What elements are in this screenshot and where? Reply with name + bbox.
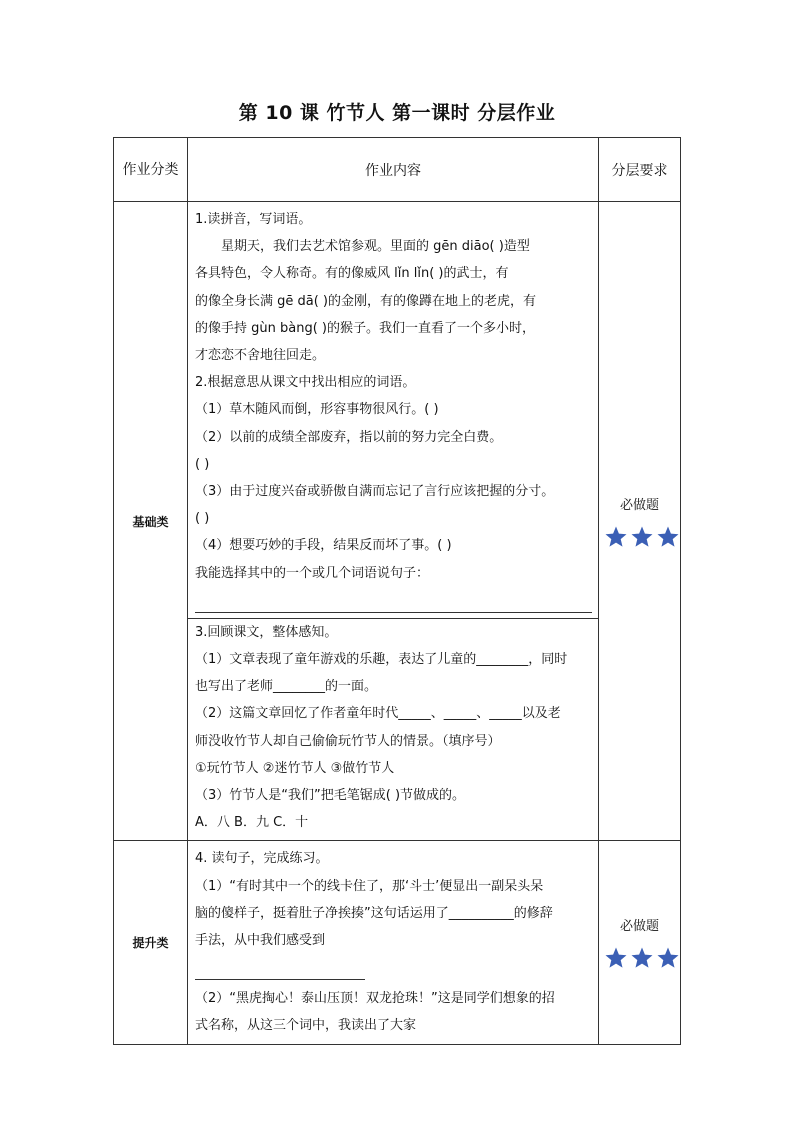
answer-line[interactable] — [195, 587, 592, 613]
table-row-advanced — [114, 841, 681, 1044]
q3-item: （1）文章表现了童年游戏的乐趣，表达了儿童的________，同时 — [195, 652, 568, 668]
star-rating — [603, 525, 680, 549]
q4-item: （1）“有时其中一个的线卡住了，那‘斗士’便显出一副呆头呆 — [195, 878, 544, 894]
q1-line: 的像手持 gùn bàng( )的猴子。我们一直看了一个多小时， — [195, 320, 535, 336]
requirement-basic — [599, 202, 681, 841]
content-advanced — [188, 841, 599, 1044]
header-category: 作业分类 — [114, 138, 188, 202]
star-icon — [656, 525, 680, 549]
header-requirement: 分层要求 — [599, 138, 681, 202]
q3-item: （3）竹节人是“我们”把毛笔锯成( )节做成的。 — [195, 788, 466, 804]
q2-item: （4）想要巧妙的手段，结果反而坏了事。( ) — [195, 538, 452, 554]
star-icon — [604, 525, 628, 549]
q3-title: 3.回顾课文，整体感知。 — [195, 624, 338, 640]
category-basic: 基础类 — [114, 202, 188, 841]
star-rating — [603, 946, 680, 970]
answer-line[interactable] — [195, 954, 365, 980]
star-icon — [656, 946, 680, 970]
q2-item: 我能选择其中的一个或几个词语说句子： — [195, 565, 430, 581]
star-icon — [630, 525, 654, 549]
q2-item: ( ) — [195, 511, 210, 527]
q1-line: 才恋恋不舍地往回走。 — [195, 348, 326, 364]
header-content: 作业内容 — [188, 138, 599, 202]
q1-line: 各具特色，令人称奇。有的像威风 lǐn lǐn( )的武士，有 — [195, 266, 509, 282]
q4-item: 式名称，从这三个词中，我读出了大家 — [195, 1018, 417, 1034]
q4-item: 脑的傻样子，挺着肚子净挨揍”这句话运用了__________的修辞 — [195, 905, 553, 921]
page-title: 第 10 课 竹节人 第一课时 分层作业 — [238, 102, 556, 124]
q2-item: （3）由于过度兴奋或骄傲自满而忘记了言行应该把握的分寸。 — [195, 484, 555, 500]
q4-title: 4. 读句子，完成练习。 — [195, 851, 329, 867]
q4-item: （2）“黑虎掏心！泰山压顶！双龙抢珠！”这是同学们想象的招 — [195, 991, 555, 1007]
q4-item: 手法，从中我们感受到 — [195, 933, 326, 949]
requirement-label: 必做题 — [619, 497, 659, 513]
q1-title: 1.读拼音，写词语。 — [195, 212, 312, 227]
content-basic — [188, 202, 599, 841]
category-advanced: 提升类 — [114, 841, 188, 1044]
star-icon — [630, 946, 654, 970]
q3-item: 师没收竹节人却自己偷偷玩竹节人的情景。（填序号） — [195, 733, 501, 749]
q3-item: 也写出了老师________的一面。 — [195, 679, 378, 695]
requirement-label: 必做题 — [619, 919, 659, 935]
q2-title: 2.根据意思从课文中找出相应的词语。 — [195, 375, 416, 391]
q3-item: ①玩竹节人 ②迷竹节人 ③做竹节人 — [195, 760, 395, 776]
q2-item: （2）以前的成绩全部废弃，指以前的努力完全白费。 — [195, 429, 503, 445]
q3-item: A．八 B．九 C．十 — [195, 815, 309, 831]
table-row-basic — [114, 202, 681, 841]
q2-item: （1）草木随风而倒，形容事物很风行。( ) — [195, 402, 439, 418]
requirement-advanced — [599, 841, 681, 1044]
q3-item: （2）这篇文章回忆了作者童年时代_____、_____、_____以及老 — [195, 706, 561, 722]
q2-item: ( ) — [195, 456, 210, 472]
homework-table — [113, 137, 681, 1045]
q1-line: 星期天，我们去艺术馆参观。里面的 gēn diāo( )造型 — [221, 239, 530, 255]
star-icon — [604, 946, 628, 970]
table-header-row — [114, 138, 681, 202]
q1-line: 的像全身长满 gē dā( )的金刚，有的像蹲在地上的老虎，有 — [195, 293, 537, 309]
